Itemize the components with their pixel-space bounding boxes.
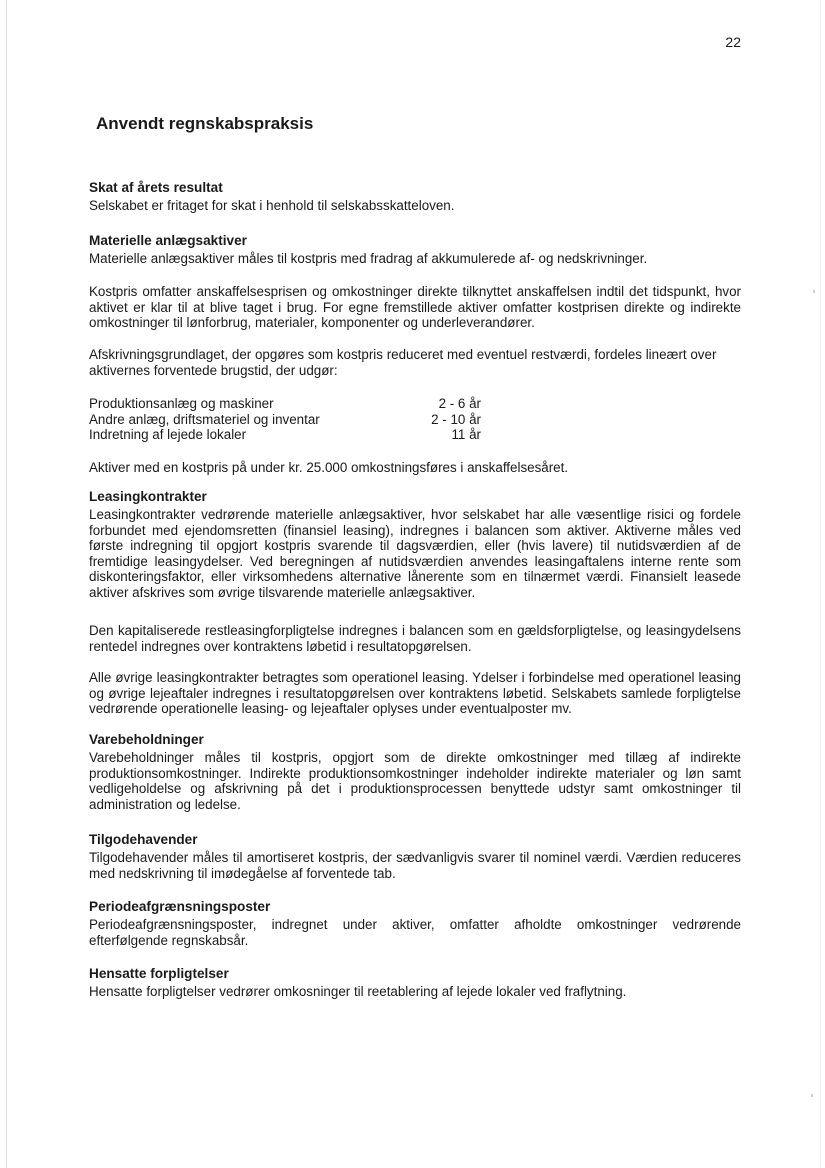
paragraph: Materielle anlægsaktiver måles til kostpris med fradrag af akkumulerede af- og nedskrivninger. bbox=[89, 251, 648, 266]
paragraph: Afskrivningsgrundlaget, der opgøres som kostpris reduceret med eventuel restværdi, fordeles lineært over aktivernes forventede brugstid, der udgør: bbox=[89, 347, 717, 378]
section-materielle bbox=[89, 233, 741, 267]
section-text: Hensatte forpligtelser vedrører omkosninger til reetablering af lejede lokaler ved fraflytning. bbox=[89, 984, 627, 999]
section-heading: Skat af årets resultat bbox=[89, 180, 223, 195]
depreciation-value: 11 år bbox=[451, 427, 481, 443]
section-heading: Leasingkontrakter bbox=[89, 489, 207, 504]
depreciation-row bbox=[89, 427, 741, 443]
page-title: Anvendt regnskabspraksis bbox=[96, 114, 314, 133]
section-skat bbox=[89, 180, 741, 214]
section-text: Tilgodehavender måles til amortiseret kostpris, der sædvanligvis svarer til nominel værdi. Værdien reduceres med nedskrivning til imødegåelse af forventede tab. bbox=[89, 850, 741, 881]
section-varebeholdninger bbox=[89, 732, 741, 812]
section-heading: Varebeholdninger bbox=[89, 732, 204, 747]
scan-speck bbox=[811, 1094, 813, 1097]
depreciation-label: Produktionsanlæg og maskiner bbox=[89, 396, 274, 411]
scan-edge-left bbox=[6, 0, 7, 1168]
section-periodeafgraensning bbox=[89, 899, 741, 948]
scan-edge-right bbox=[820, 0, 821, 1168]
section-hensatte bbox=[89, 966, 741, 1000]
page-number: 22 bbox=[725, 34, 741, 50]
section-text: Selskabet er fritaget for skat i henhold til selskabsskatteloven. bbox=[89, 198, 455, 213]
paragraph: Aktiver med en kostpris på under kr. 25.000 omkostningsføres i anskaffelsesåret. bbox=[89, 460, 569, 475]
section-text: Varebeholdninger måles til kostpris, opgjort som de direkte omkostninger med tillæg af indirekte produktionsomkostninger. Indirekte produktionsomkostninger indeholder indirekte materialer og løn samt vedligeholdelse og afskrivning på det i produktionsprocessen benyttede udstyr samt omkostninger til administration og ledelse. bbox=[89, 750, 741, 812]
paragraph: Leasingkontrakter vedrørende materielle anlægsaktiver, hvor selskabet har alle væsentlige risici og fordele forbundet med ejendomsretten (finansiel leasing), indregnes i balancen som aktiver. Aktiverne måles ved første indregning til opgjort kostpris svarende til dagsværdien, eller (hvis lavere) til nutidsværdien af de fremtidige leasingydelser. Ved beregningen af nutidsværdien anvendes leasingaftalens interne rente som diskonteringsfaktor, eller virksomhedens alternative lånerente som en tilnærmet værdi. Finansielt leasede aktiver afskrives som øvrige tilsvarende materielle anlægsaktiver. bbox=[89, 507, 741, 600]
section-leasing bbox=[89, 489, 741, 601]
section-text: Periodeafgrænsningsposter, indregnet under aktiver, omfatter afholdte omkostninger vedrørende efterfølgende regnskabsår. bbox=[89, 917, 741, 948]
paragraph: Alle øvrige leasingkontrakter betragtes som operationel leasing. Ydelser i forbindelse med operationel leasing og øvrige lejeaftaler indregnes i resultatopgørelsen over kontraktens løbetid. Selskabets samlede forpligtelse vedrørende operationelle leasing- og lejeaftaler oplyses under eventualposter mv. bbox=[89, 670, 741, 717]
section-leasing-restforpligtelse bbox=[89, 623, 741, 654]
section-heading: Periodeafgrænsningsposter bbox=[89, 899, 271, 914]
section-heading: Materielle anlægsaktiver bbox=[89, 233, 247, 248]
paragraph: Kostpris omfatter anskaffelsesprisen og omkostninger direkte tilknyttet anskaffelsen indtil det tidspunkt, hvor aktivet er klar til at blive taget i brug. For egne fremstillede aktiver omfatter kostprisen direkte og indirekte omkostninger til lønforbrug, materialer, komponenter og underleverandører. bbox=[89, 284, 741, 331]
depreciation-label: Indretning af lejede lokaler bbox=[89, 427, 247, 443]
section-heading: Tilgodehavender bbox=[89, 832, 198, 847]
section-materielle-graense bbox=[89, 460, 741, 476]
section-tilgodehavender bbox=[89, 832, 741, 881]
section-materielle-kostpris bbox=[89, 284, 741, 331]
section-materielle-afskrivning bbox=[89, 347, 741, 378]
paragraph: Den kapitaliserede restleasingforpligtelse indregnes i balancen som en gældsforpligtelse, og leasingydelsens rentedel indregnes over kontraktens løbetid i resultatopgørelsen. bbox=[89, 623, 741, 654]
depreciation-table bbox=[89, 396, 741, 443]
depreciation-label: Andre anlæg, driftsmateriel og inventar bbox=[89, 411, 320, 427]
depreciation-row bbox=[89, 396, 741, 412]
section-heading: Hensatte forpligtelser bbox=[89, 966, 229, 981]
depreciation-value: 2 - 10 år bbox=[431, 411, 481, 427]
depreciation-row bbox=[89, 412, 741, 428]
scan-speck bbox=[813, 290, 815, 293]
depreciation-value: 2 - 6 år bbox=[438, 396, 481, 411]
section-leasing-operationel bbox=[89, 670, 741, 717]
